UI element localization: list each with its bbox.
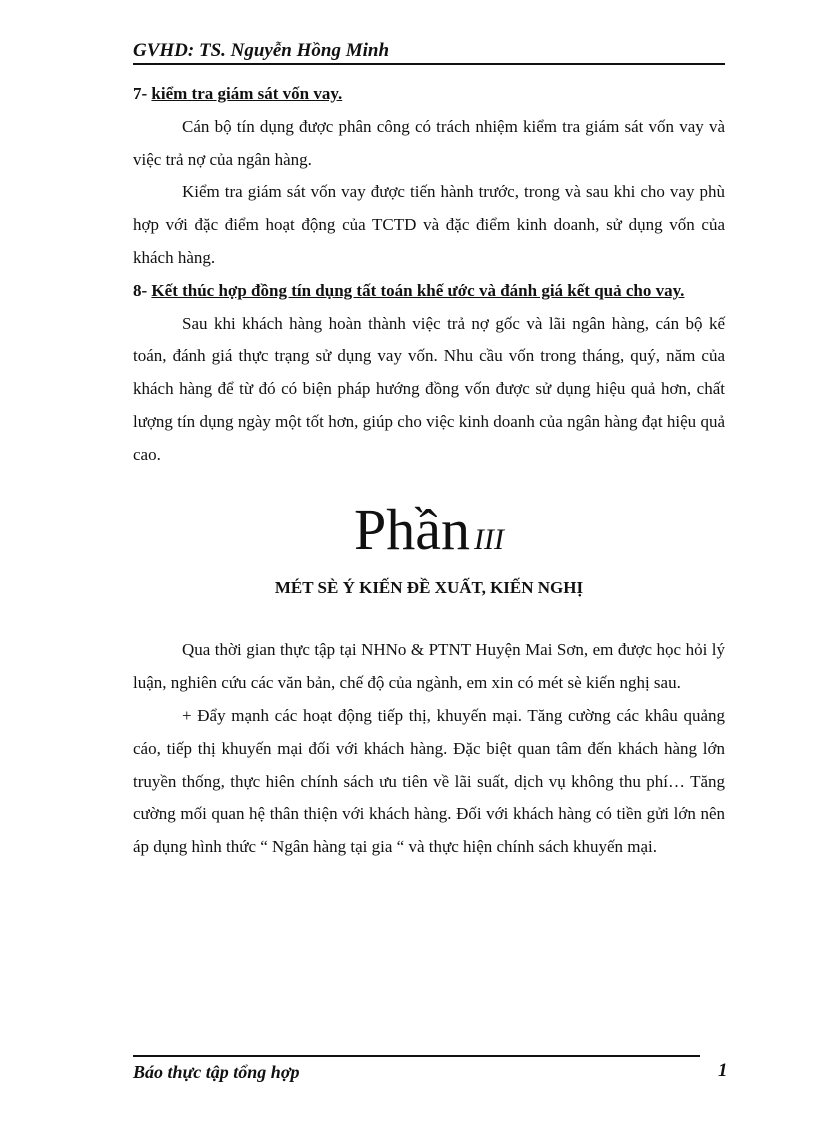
section-8-paragraph-1: Sau khi khách hàng hoàn thành việc trả nợ gốc và lãi ngân hàng, cán bộ kế toán, đánh giá thực trạng sử dụng vay vốn. Nhu cầu vốn trong tháng, quý, năm của khách hàng để từ đó có biện pháp hướng đồng vốn được sử dụng hiệu quả hơn, chất lượng tín dụng ngày một tốt hơn, giúp cho việc kinh doanh của ngân hàng đạt hiệu quả cao. — [133, 313, 725, 464]
page-header: GVHD: TS. Nguyễn Hồng Minh — [133, 40, 725, 65]
section-7-title: kiểm tra giám sát vốn vay. — [151, 84, 343, 103]
footer-title: Báo thực tập tổng hợp — [133, 1062, 300, 1082]
section-7-heading — [133, 78, 725, 111]
part-number: III — [474, 522, 504, 556]
section-8-heading — [133, 275, 725, 308]
part-title — [133, 494, 725, 566]
page-content — [133, 78, 725, 864]
part-word: Phần — [354, 496, 470, 562]
part-subtitle: MÉT SÈ Ý KIẾN ĐỀ XUẤT, KIẾN NGHỊ — [274, 577, 584, 597]
page-number: 1 — [718, 1060, 728, 1081]
section-7-number: 7- — [133, 84, 148, 103]
footer-divider — [133, 1055, 700, 1057]
section-7-paragraph-1: Cán bộ tín dụng được phân công có trách nhiệm kiểm tra giám sát vốn vay và việc trả nợ của ngân hàng. — [133, 116, 725, 169]
section-8-number: 8- — [133, 280, 148, 300]
section-7-paragraph-2: Kiểm tra giám sát vốn vay được tiến hành trước, trong và sau khi cho vay phù hợp với đặc điểm hoạt động của TCTD và đặc điểm kinh doanh, sử dụng vốn của khách hàng. — [133, 182, 725, 267]
part-paragraph-1: Qua thời gian thực tập tại NHNo & PTNT Huyện Mai Sơn, em được học hỏi lý luận, nghiên cứu các văn bản, chế độ của ngành, em xin có mét sè kiến nghị sau. — [133, 640, 725, 693]
section-8-title: Kết thúc hợp đồng tín dụng tất toán khế ước và đánh giá kết quả cho vay. — [151, 280, 685, 300]
part-paragraph-2: + Đẩy mạnh các hoạt động tiếp thị, khuyến mại. Tăng cường các khâu quảng cáo, tiếp thị khuyến mại đối với khách hàng. Đặc biệt quan tâm đến khách hàng lớn truyền thống, thực hiên chính sách ưu tiên về lãi suất, dịch vụ không thu phí… Tăng cường mối quan hệ thân thiện với khách hàng. Đối với khách hàng có tiền gửi lớn nên áp dụng hình thức “ Ngân hàng tại gia “ và thực hiện chính sách khuyến mại. — [133, 705, 725, 857]
